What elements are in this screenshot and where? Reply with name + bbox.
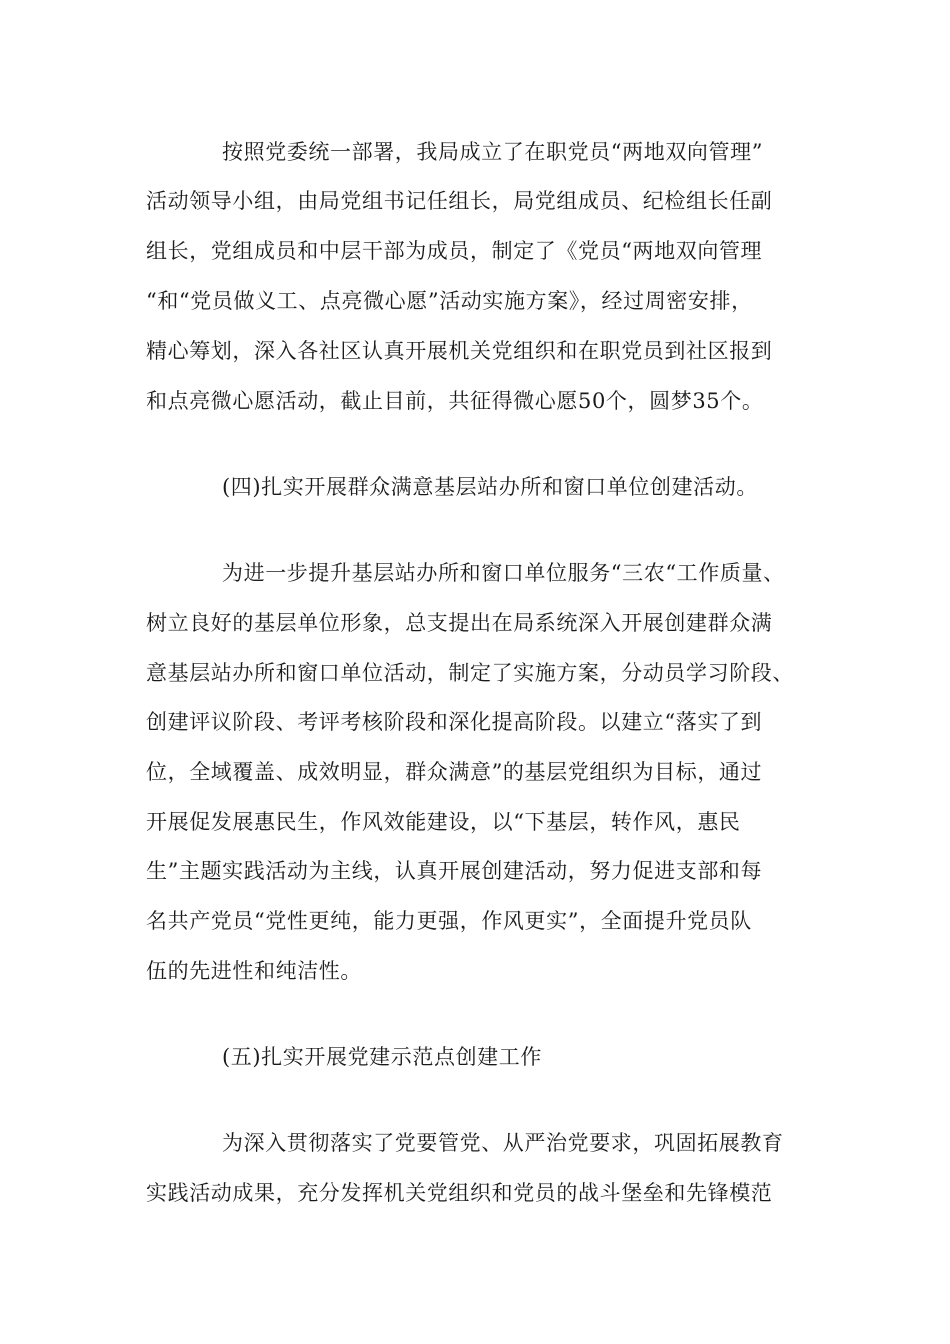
paragraph-2-line-6: 开展促发展惠民生，作风效能建设，以“下基层，转作风，惠民 — [146, 810, 741, 834]
paragraph-1-line-2: 活动领导小组，由局党组书记任组长，局党组成员、纪检组长任副 — [146, 189, 773, 213]
paragraph-2-line-3: 意基层站办所和窗口单位活动，制定了实施方案，分动员学习阶段、 — [146, 661, 794, 685]
paragraph-1-line-3: 组长，党组成员和中层干部为成员，制定了《党员“两地双向管理 — [146, 239, 763, 263]
paragraph-2-line-9: 伍的先进性和纯洁性。 — [146, 959, 362, 983]
paragraph-2-line-7: 生”主题实践活动为主线，认真开展创建活动，努力促进支部和每 — [146, 859, 763, 883]
paragraph-1-line-6: 和点亮微心愿活动，截止目前，共征得微心愿50个，圆梦35个。 — [146, 389, 764, 413]
paragraph-1-line-4: “和“党员做义工、点亮微心愿”活动实施方案》，经过周密安排， — [146, 289, 753, 313]
paragraph-2-line-1: 为进一步提升基层站办所和窗口单位服务“三农“工作质量、 — [222, 561, 785, 585]
section-heading-4: (四)扎实开展群众满意基层站办所和窗口单位创建活动。 — [222, 475, 758, 499]
paragraph-2-line-4: 创建评议阶段、考评考核阶段和深化提高阶段。以建立“落实了到 — [146, 710, 763, 734]
paragraph-1-line-5: 精心筹划，深入各社区认真开展机关党组织和在职党员到社区报到 — [146, 339, 773, 363]
paragraph-2-line-2: 树立良好的基层单位形象，总支提出在局系统深入开展创建群众满 — [146, 611, 773, 635]
paragraph-1-line-1: 按照党委统一部署，我局成立了在职党员“两地双向管理” — [222, 140, 764, 164]
section-heading-5: (五)扎实开展党建示范点创建工作 — [222, 1045, 542, 1069]
paragraph-3-line-1: 为深入贯彻落实了党要管党、从严治党要求，巩固拓展教育 — [222, 1131, 784, 1155]
paragraph-2-line-8: 名共产党员“党性更纯，能力更强，作风更实”，全面提升党员队 — [146, 909, 752, 933]
paragraph-2-line-5: 位，全域覆盖、成效明显，群众满意”的基层党组织为目标，通过 — [146, 760, 763, 784]
paragraph-3-line-2: 实践活动成果，充分发挥机关党组织和党员的战斗堡垒和先锋模范 — [146, 1181, 773, 1205]
